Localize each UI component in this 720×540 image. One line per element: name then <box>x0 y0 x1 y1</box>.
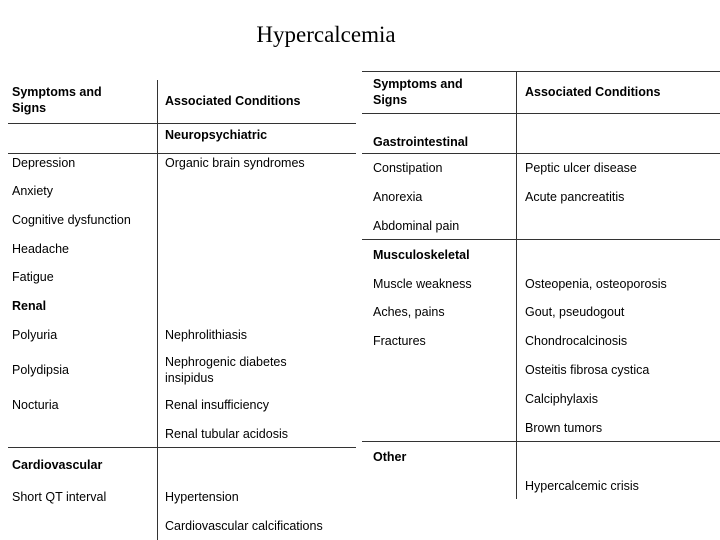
msk-symptom-weakness: Muscle weakness <box>373 277 472 291</box>
renal-condition-insufficiency: Renal insufficiency <box>165 398 269 412</box>
msk-condition-chondrocalcinosis: Chondrocalcinosis <box>525 334 628 348</box>
neuro-symptom-fatigue: Fatigue <box>12 270 54 284</box>
right-header-symptoms: Symptoms and Signs <box>373 77 463 107</box>
right-other-rule <box>362 441 720 442</box>
msk-condition-gout: Gout, pseudogout <box>525 305 625 319</box>
msk-condition-calciphylaxis: Calciphylaxis <box>525 392 598 406</box>
neuro-symptom-depression: Depression <box>12 156 76 170</box>
neuro-symptom-headache: Headache <box>12 242 69 256</box>
other-condition-crisis: Hypercalcemic crisis <box>525 479 639 493</box>
right-top-rule <box>362 71 720 72</box>
msk-condition-osteitis: Osteitis fibrosa cystica <box>525 363 650 377</box>
neuro-symptom-cognitive: Cognitive dysfunction <box>12 213 131 227</box>
cardio-section-label: Cardiovascular <box>12 458 103 472</box>
msk-symptom-aches: Aches, pains <box>373 305 445 319</box>
gi-section-label: Gastrointestinal <box>373 135 469 149</box>
neuro-symptom-anxiety: Anxiety <box>12 184 53 198</box>
renal-symptom-nocturia: Nocturia <box>12 398 59 412</box>
left-section-rule <box>8 153 356 154</box>
right-header-rule <box>362 113 720 114</box>
renal-section-label: Renal <box>12 299 47 313</box>
msk-condition-brown-tumors: Brown tumors <box>525 421 603 435</box>
left-header-conditions: Associated Conditions <box>165 94 301 108</box>
left-column-divider <box>157 80 158 540</box>
gi-symptom-abdominal-pain: Abdominal pain <box>373 219 460 233</box>
gi-condition-pancreatitis: Acute pancreatitis <box>525 190 625 204</box>
renal-condition-nephrogenic-di: Nephrogenic diabetes insipidus <box>165 355 287 385</box>
neuro-condition: Organic brain syndromes <box>165 156 305 170</box>
right-column-divider <box>516 71 517 499</box>
renal-condition-nephrolithiasis: Nephrolithiasis <box>165 328 247 342</box>
other-section-label: Other <box>373 450 407 464</box>
gi-condition-peptic-ulcer: Peptic ulcer disease <box>525 161 637 175</box>
renal-symptom-polydipsia: Polydipsia <box>12 363 69 377</box>
cardio-condition-calcifications: Cardiovascular calcifications <box>165 519 323 533</box>
right-header-conditions: Associated Conditions <box>525 85 661 99</box>
right-msk-rule <box>362 239 720 240</box>
cardio-condition-hypertension: Hypertension <box>165 490 239 504</box>
neuro-section-label: Neuropsychiatric <box>165 128 268 142</box>
right-section-rule <box>362 153 720 154</box>
renal-condition-rta: Renal tubular acidosis <box>165 427 288 441</box>
left-header-rule <box>8 123 356 124</box>
page-title: Hypercalcemia <box>256 22 396 47</box>
msk-section-label: Musculoskeletal <box>373 248 470 262</box>
gi-symptom-constipation: Constipation <box>373 161 443 175</box>
left-cardio-rule <box>8 447 356 448</box>
msk-condition-osteopenia: Osteopenia, osteoporosis <box>525 277 667 291</box>
renal-symptom-polyuria: Polyuria <box>12 328 58 342</box>
msk-symptom-fractures: Fractures <box>373 334 426 348</box>
left-header-symptoms: Symptoms and Signs <box>12 85 102 115</box>
gi-symptom-anorexia: Anorexia <box>373 190 423 204</box>
cardio-symptom-short-qt: Short QT interval <box>12 490 107 504</box>
